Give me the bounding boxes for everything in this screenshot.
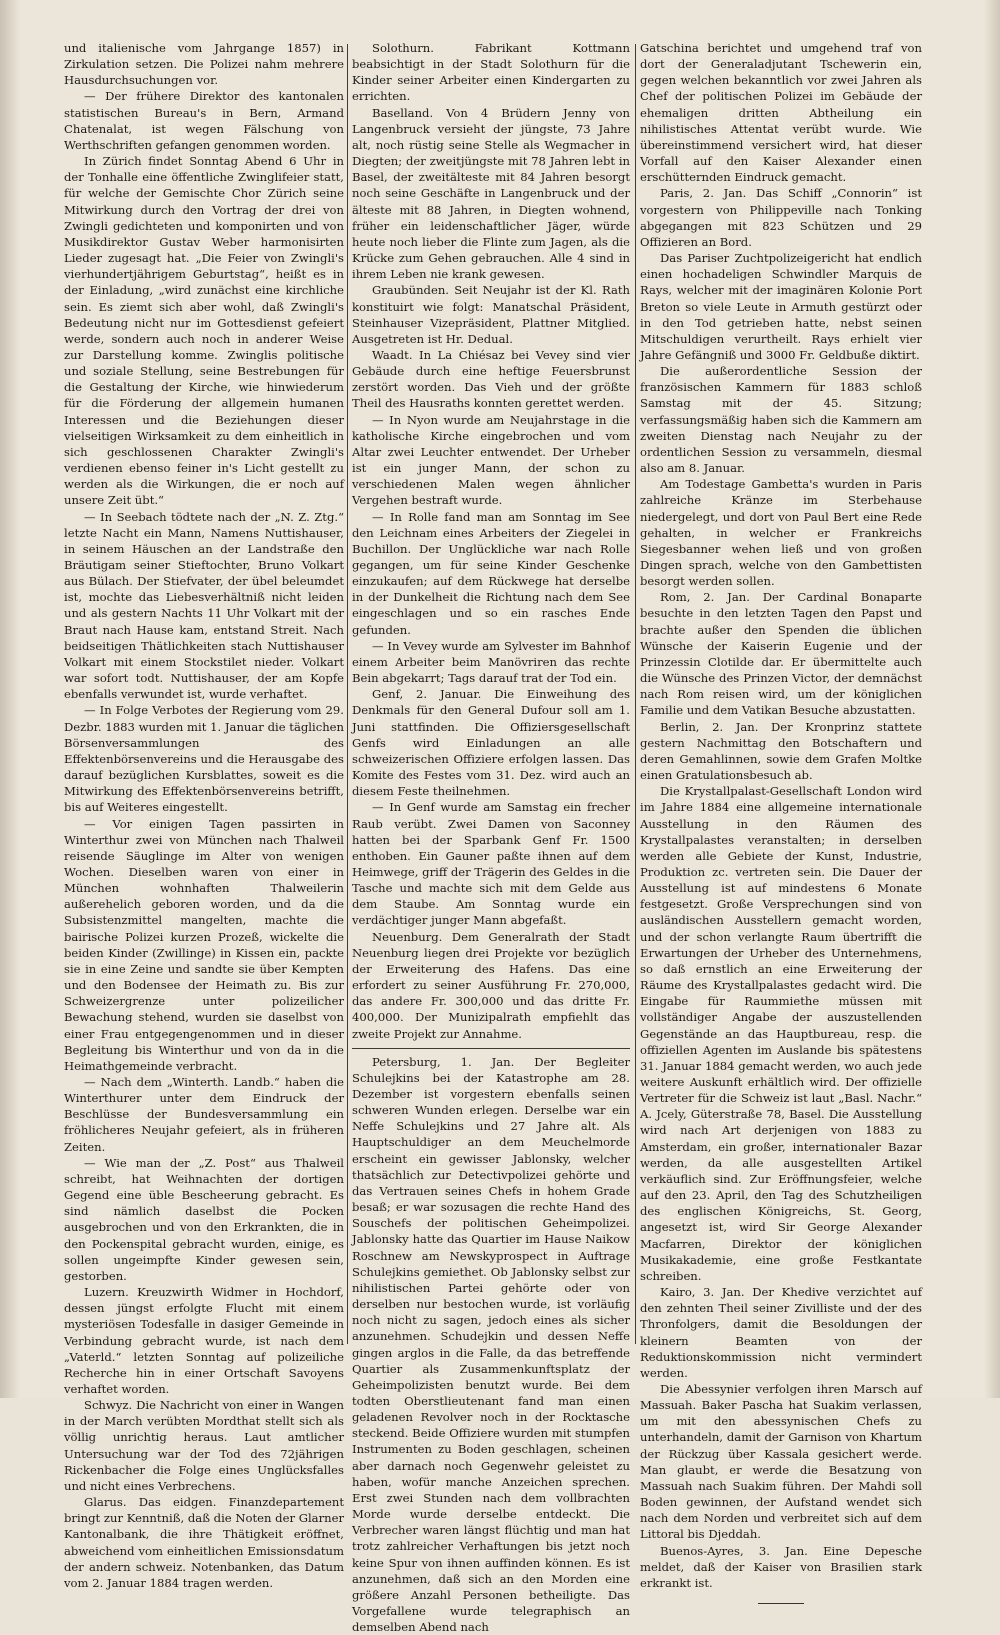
article-paragraph: Glarus. Das eidgen. Finanzdepartement bringt zur Kenntniß, daß die Noten der Glarner Kantonalbank, die ihre Thätigkeit eröffnet, abweichend vom einheitlichen Emissionsdatum der andern schweiz. Notenbanken, das Datum vom 2. Januar 1884 tragen werden. xyxy=(64,1495,344,1590)
column-rule-left xyxy=(347,44,348,1344)
article-paragraph: Buenos-Ayres, 3. Jan. Eine Depesche meldet, daß der Kaiser von Brasilien stark erkrankt ist. xyxy=(640,1543,922,1590)
article-paragraph: — Wie man der „Z. Post“ aus Thalweil schreibt, hat Weihnachten der dortigen Gegend eine üble Bescheerung gebracht. Es sind nämlich daselbst die Pocken ausgebrochen und von den Erkrankten, die in den Pockenspital gebracht wurden, einige, es sollen ungeimpfte Kinder gewesen sein, gestorben. xyxy=(64,1155,344,1283)
article-paragraph: Schwyz. Die Nachricht von einer in Wangen in der March verübten Mordthat stellt sich als völlig unrichtig heraus. Laut amtlicher Untersuchung war der Tod des 72jährigen Rickenbacher die Folge eines Unglücksfalles und nicht eines Verbrechens. xyxy=(64,1398,344,1493)
column-1 xyxy=(64,40,344,1590)
article-paragraph: Paris, 2. Jan. Das Schiff „Connorin“ ist vorgestern von Philippeville nach Tonking abgegangen mit 823 Schützen und 29 Offizieren an Bord. xyxy=(640,186,922,249)
article-paragraph: — In Folge Verbotes der Regierung vom 29. Dezbr. 1883 wurden mit 1. Januar die täglichen Börsenversammlungen des Effektenbörsenvereins und die Herausgabe des darauf bezüglichen Kursblattes, soweit es die Mitwirkung des Effektenbörsenvereins betrifft, bis auf Weiteres eingestellt. xyxy=(64,703,344,815)
article-paragraph: Neuenburg. Dem Generalrath der Stadt Neuenburg liegen drei Projekte vor bezüglich der Erweiterung des Hafens. Das eine erfordert zu seiner Ausführung Fr. 270,000, das andere Fr. 300,000 und das dritte Fr. 400,000. Der Munizipalrath empfiehlt das zweite Projekt zur Annahme. xyxy=(352,929,630,1041)
article-paragraph: — In Genf wurde am Samstag ein frecher Raub verübt. Zwei Damen von Saconney hatten bei der Sparbank Genf Fr. 1500 enthoben. Ein Gauner paßte ihnen auf dem Heimwege, griff der Trägerin des Geldes in die Tasche und machte sich mit dem Gelde aus dem Staube. Am Sonntag wurde ein verdächtiger junger Mann abgefaßt. xyxy=(352,800,630,928)
article-paragraph: Waadt. In La Chiésaz bei Vevey sind vier Gebäude durch eine heftige Feuersbrunst zerstört worden. Das Vieh und der größte Theil des Hausraths konnten gerettet werden. xyxy=(352,347,630,411)
article-paragraph: — Vor einigen Tagen passirten in Winterthur zwei von München nach Thalweil reisende Säuglinge im Alter von wenigen Wochen. Dieselben waren von einer in München wohnhaften Thalweilerin außerehelich geboren worden, und da die Subsistenzmittel mangelten, machte die bairische Polizei kurzen Prozeß, wickelte die beiden Kinder (Zwillinge) in Kissen ein, packte sie in eine Zeine und sandte sie über Kempten und den Bodensee der Heimath zu. Bis zur Schweizergrenze unter polizeilicher Bewachung stehend, wurden sie daselbst von einer Frau entgegengenommen und in dieser Begleitung bis Winterthur und von da in die Heimathgemeinde verbracht. xyxy=(64,816,344,1073)
article-paragraph: Genf, 2. Januar. Die Einweihung des Denkmals für den General Dufour soll am 1. Juni stattfinden. Die Offiziersgesellschaft Genfs wird Einladungen an alle schweizerischen Offiziere erfolgen lassen. Das Komite des Festes vom 31. Dez. wird auch an diesem Feste theilnehmen. xyxy=(352,687,630,799)
page-edge-right xyxy=(984,0,1000,1398)
article-paragraph: — In Vevey wurde am Sylvester im Bahnhof einem Arbeiter beim Manövriren das rechte Bein abgekarrt; Tags darauf trat der Tod ein. xyxy=(352,638,630,686)
article-paragraph: Das Pariser Zuchtpolizeigericht hat endlich einen hochadeligen Schwindler Marquis de Rays, welcher mit der imaginären Kolonie Port Breton so viele Leute in Armuth gestürzt oder in den Tod getrieben hatte, nebst seinen Mitschuldigen verurtheilt. Rays erhielt vier Jahre Gefängniß und 3000 Fr. Geldbuße diktirt. xyxy=(640,251,922,362)
article-paragraph: — In Rolle fand man am Sonntag im See den Leichnam eines Arbeiters der Ziegelei in Buchillon. Der Unglückliche war nach Rolle gegangen, um für seine Kinder Geschenke einzukaufen; auf dem Rückwege hat derselbe in der Dunkelheit die Richtung nach dem See eingeschlagen und so ein rasches Ende gefunden. xyxy=(352,509,630,637)
article-paragraph: Baselland. Von 4 Brüdern Jenny von Langenbruck versieht der jüngste, 73 Jahre alt, noch rüstig seine Stelle als Wegmacher in Diegten; der zweitjüngste mit 78 Jahren lebt in Basel, der zweitälteste mit 84 Jahren besorgt noch seine Geschäfte in Langenbruck und der älteste mit 88 Jahren, in Diegten wohnend, früher ein leidenschaftlicher Jäger, würde heute noch lieber die Flinte zum Jagen, als die Krücke zum Gehen gebrauchen. Alle 4 sind in ihrem Leben nie krank gewesen. xyxy=(352,105,630,282)
article-paragraph: Rom, 2. Jan. Der Cardinal Bonaparte besuchte in den letzten Tagen den Papst und brachte außer den Spenden die üblichen Wünsche der Kaiserin Eugenie und der Prinzessin Clotilde dar. Er übermittelte auch die Wünsche des Prinzen Victor, der demnächst nach Rom reisen wird, um der königlichen Familie und dem Vatikan Besuche abzustatten. xyxy=(640,590,922,718)
article-paragraph: — In Seebach tödtete nach der „N. Z. Ztg.“ letzte Nacht ein Mann, Namens Nuttishauser, in seinem Häuschen an der Landstraße den Bräutigam seiner Stieftochter, Bruno Volkart aus Bülach. Der Stiefvater, der übel beleumdet ist, mochte das Liebesverhältniß nicht leiden und als gestern Nachts 11 Uhr Volkart mit der Braut nach Hause kam, entstand Streit. Nach beidseitigen Thätlichkeiten stach Nuttishauser Volkart mit einem Stockstilet nieder. Volkart war sofort todt. Nuttishauser, der am Kopfe ebenfalls verwundet ist, wurde verhaftet. xyxy=(64,509,344,702)
article-paragraph: Kairo, 3. Jan. Der Khedive verzichtet auf den zehnten Theil seiner Zivilliste und der des Thronfolgers, damit die Besoldungen der kleinern Beamten von der Reduktionskommission nicht vermindert werden. xyxy=(640,1285,922,1380)
article-paragraph: Gatschina berichtet und umgehend traf von dort der Generaladjutant Tschewerin ein, gegen welchen bekanntlich vor zwei Jahren als Chef der politischen Polizei im Gebäude der ehemaligen dritten Abtheilung ein nihilistisches Attentat verübt wurde. Wie übereinstimmend versichert wird, hat dieser Vorfall auf den Kaiser Alexander einen erschütternden Eindruck gemacht. xyxy=(640,41,922,185)
article-paragraph: — In Nyon wurde am Neujahrstage in die katholische Kirche eingebrochen und vom Altar zwei Leuchter entwendet. Der Urheber ist ein junger Mann, der schon zu verschiedenen Malen wegen ähnlicher Vergehen bestraft wurde. xyxy=(352,412,630,508)
article-paragraph: Graubünden. Seit Neujahr ist der Kl. Rath konstituirt wie folgt: Manatschal Präsident, Steinhauser Vizepräsident, Plattner Mitglied. Ausgetreten ist Hr. Dedual. xyxy=(352,283,630,346)
article-paragraph: Luzern. Kreuzwirth Widmer in Hochdorf, dessen jüngst erfolgte Flucht mit einem mysteriösen Todesfalle in dasiger Gemeinde in Verbindung gebracht wurde, ist nach dem „Vaterld.“ letzten Sonntag auf polizeiliche Recherche hin in einer Ortschaft Savoyens verhaftet worden. xyxy=(64,1285,344,1396)
article-paragraph: Die Abessynier verfolgen ihren Marsch auf Massuah. Baker Pascha hat Suakim verlassen, um mit den abessynischen Chefs zu unterhandeln, damit der Garnison von Khartum der Rückzug über Kassala gesichert werde. Man glaubt, er werde die Besatzung von Massuah nach Suakim führen. Der Mahdi soll Boden gewinnen, der Aufstand wendet sich nach dem Norden und verbreitet sich auf dem Littoral bis Djeddah. xyxy=(640,1381,922,1542)
column-3 xyxy=(640,40,922,1590)
article-paragraph: Berlin, 2. Jan. Der Kronprinz stattete gestern Nachmittag den Botschaftern und deren Gemahlinnen, sowie dem Grafen Moltke einen Gratulationsbesuch ab. xyxy=(640,719,922,783)
end-rule xyxy=(758,1603,804,1604)
article-paragraph: — Nach dem „Winterth. Landb.“ haben die Winterthurer unter dem Eindruck der Beschlüsse der Bundesversammlung ein fröhlicheres Neujahr gefeiert, als in früheren Zeiten. xyxy=(64,1075,344,1154)
article-paragraph: und italienische vom Jahrgange 1857) in Zirkulation setzen. Die Polizei nahm mehrere Hausdurchsuchungen vor. xyxy=(64,41,344,88)
page-edge-left xyxy=(0,0,20,1398)
article-paragraph: In Zürich findet Sonntag Abend 6 Uhr in der Tonhalle eine öffentliche Zwinglifeier statt, für welche der Gemischte Chor Zürich seine Mitwirkung durch den Vortrag der drei von Zwingli gedichteten und komponirten und von Musikdirektor Gustav Weber harmonisirten Lieder zugesagt hat. „Die Feier von Zwingli's vierhundertjährigem Geburtstag“, heißt es in der Einladung, „wird zunächst eine kirchliche sein. Es ziemt sich aber wohl, daß Zwingli's Bedeutung nicht nur im Gottesdienst gefeiert werde, sondern auch noch in anderer Weise zur Darstellung komme. Zwinglis politische und soziale Stellung, seine Bestrebungen für die Gestaltung der Kirche, wie hinwiederum für die Förderung der allgemein humanen Interessen und die Beziehungen dieser vielseitigen Wirksamkeit zu dem einheitlich in sich geschlossenen Charakter Zwingli's verdienen ebenso feiner in's Licht gestellt zu werden als die Wirkungen, die er noch auf unsere Zeit übt.“ xyxy=(64,154,344,508)
column-rule-right xyxy=(635,44,636,1344)
article-paragraph: Am Todestage Gambetta's wurden in Paris zahlreiche Kränze im Sterbehause niedergelegt, und dort von Paul Bert eine Rede gehalten, in welcher er Frankreichs Siegesbanner wehen ließ und von großen Dingen sprach, welche von den Gambettisten besorgt werden sollen. xyxy=(640,477,922,589)
article-paragraph: Petersburg, 1. Jan. Der Begleiter Schulejkins bei der Katastrophe am 28. Dezember ist vorgestern ebenfalls seinen schweren Wunden erlegen. Derselbe war ein Neffe Schulejkins und 27 Jahre alt. Als Hauptschuldiger an dem Meuchelmorde erscheint ein gewisser Jablonsky, welcher thatsächlich zur Detectivpolizei gehörte und das Vertrauen seines Chefs in hohem Grade besaß; er war sozusagen die rechte Hand des Souschefs der politischen Geheimpolizei. Jablonsky hatte das Quartier im Hause Naikow Roschnew am Newskyprospect in Auftrage Schulejkins gemiethet. Ob Jablonsky selbst zur nihilistischen Partei gehörte oder von derselben nur bestochen wurde, ist vorläufig noch nicht zu sagen, jedoch eines als sicher anzunehmen. Schudejkin und dessen Neffe gingen arglos in die Falle, da das betreffende Quartier als Zusammenkunftsplatz der Geheimpolizisten benutzt wurde. Bei dem todten Oberstlieutenant fand man einen geladenen Revolver noch in der Rocktasche steckend. Beide Offiziere wurden mit stumpfen Instrumenten zu Boden geschlagen, scheinen aber darnach noch Gegenwehr geleistet zu haben, wofür manche Anzeichen sprechen. Erst zwei Stunden nach dem vollbrachten Morde wurde derselbe entdeckt. Die Verbrecher waren längst flüchtig und man hat trotz zahlreicher Verhaftungen bis jetzt noch keine Spur von ihnen auffinden können. Es ist anzunehmen, daß sich an den Morden eine größere Anzahl Personen betheiligte. Das Vorgefallene wurde telegraphisch an demselben Abend nach xyxy=(352,1054,630,1635)
section-divider xyxy=(352,1048,630,1049)
article-paragraph: Die außerordentliche Session der französischen Kammern für 1883 schloß Samstag mit der 45. Sitzung; verfassungsmäßig haben sich die Kammern am zweiten Dienstag nach Neujahr zu der ordentlichen Session zu versammeln, diesmal also am 8. Januar. xyxy=(640,364,922,476)
column-2 xyxy=(352,40,630,1635)
article-paragraph: Die Krystallpalast-Gesellschaft London wird im Jahre 1884 eine allgemeine internationale Ausstellung in den Räumen des Krystallpalastes veranstalten; in derselben werden alle Gebiete der Kunst, Industrie, Produktion zc. vertreten sein. Die Dauer der Ausstellung ist auf mindestens 6 Monate festgesetzt. Große Versprechungen sind von ausländischen Ausstellern gemacht worden, und der schon verlangte Raum übertrifft die Erwartungen der Urheber des Unternehmens, so daß ernstlich an eine Erweiterung der Räume des Krystallpalastes gedacht wird. Die Eingabe für Raummiethe müssen mit vollständiger Angabe der auszustellenden Gegenstände an das Hauptbureau, resp. die offiziellen Agenten im Auslande bis spätestens 31. Januar 1884 gemacht werden, wo auch jede weitere Auskunft erhältlich wird. Der offizielle Vertreter für die Schweiz ist laut „Basl. Nachr.“ A. Jcely, Güterstraße 78, Basel. Die Ausstellung wird nach Art derjenigen von 1883 zu Amsterdam, ein großer, internationaler Bazar werden, da alle ausgestellten Artikel verkäuflich sind. Zur Eröffnungsfeier, welche auf den 23. April, den Tag des Schutzheiligen des englischen Königreichs, St. Georg, angesetzt ist, wird Sir George Alexander Macfarren, Direktor der königlichen Musikakademie, eine große Festkantate schreiben. xyxy=(640,784,922,1283)
article-paragraph: — Der frühere Direktor des kantonalen statistischen Bureau's in Bern, Armand Chatenalat, ist wegen Fälschung von Werthschriften gefangen genommen worden. xyxy=(64,89,344,152)
article-paragraph: Solothurn. Fabrikant Kottmann beabsichtigt in der Stadt Solothurn für die Kinder seiner Arbeiter einen Kindergarten zu errichten. xyxy=(352,41,630,104)
